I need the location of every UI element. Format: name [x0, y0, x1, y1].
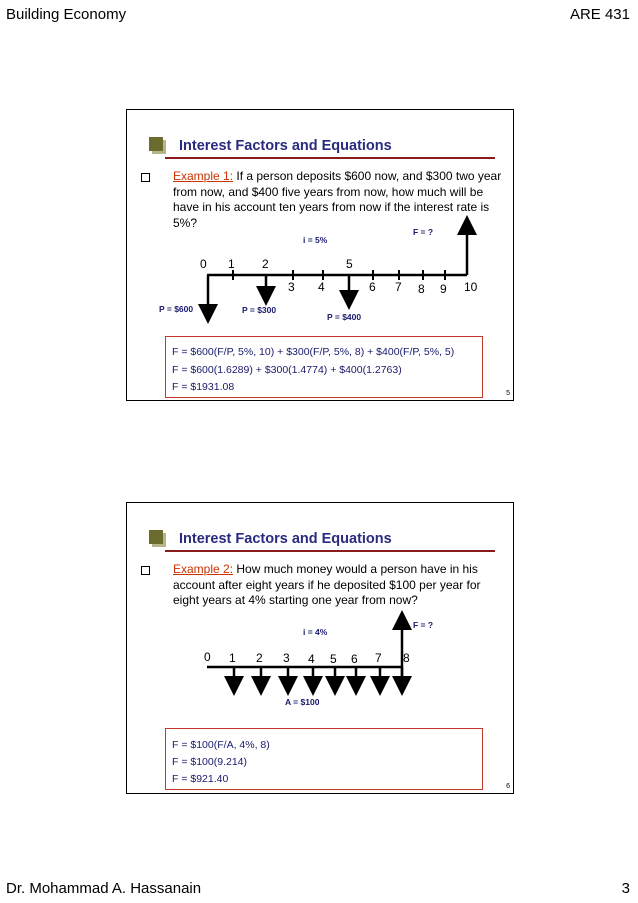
- year-label-2: 2: [262, 257, 269, 271]
- example-text: How much money would a person have in his account after eight years if he deposited $100 per year for eight years at 4% starting one year from now?: [173, 562, 481, 607]
- year-label-6: 6: [369, 280, 376, 294]
- header-course-title: Building Economy: [6, 6, 127, 23]
- year-label-3: 3: [283, 651, 290, 665]
- year-label-8: 8: [403, 651, 410, 665]
- footer-page-number: 3: [621, 880, 630, 897]
- annuity-label: A = $100: [285, 697, 320, 707]
- slide-title: Interest Factors and Equations: [179, 138, 392, 154]
- payment-label-400: P = $400: [327, 312, 362, 322]
- year-label-5: 5: [346, 257, 353, 271]
- year-label-0: 0: [200, 257, 207, 271]
- future-value-label: F = ?: [413, 227, 434, 237]
- year-label-4: 4: [308, 652, 315, 666]
- slide-6: [126, 502, 514, 794]
- payment-label-600: P = $600: [159, 304, 194, 314]
- interest-rate-label: i = 4%: [303, 627, 328, 637]
- payment-label-300: P = $300: [242, 305, 277, 315]
- formula-line-3: F = $921.40: [172, 773, 229, 785]
- formula-line-2: F = $100(9.214): [172, 756, 248, 768]
- year-label-7: 7: [375, 651, 382, 665]
- year-label-1: 1: [228, 257, 235, 271]
- year-label-7: 7: [395, 280, 402, 294]
- formula-line-1: F = $100(F/A, 4%, 8): [172, 739, 270, 751]
- interest-rate-label: i = 5%: [303, 235, 328, 245]
- year-label-2: 2: [256, 651, 263, 665]
- year-label-6: 6: [351, 652, 358, 666]
- slide-title: Interest Factors and Equations: [179, 531, 392, 547]
- example-label: Example 2:: [173, 562, 234, 576]
- year-label-8: 8: [418, 282, 425, 296]
- year-label-1: 1: [229, 651, 236, 665]
- slide-page-number: 6: [506, 783, 510, 790]
- formula-line-1: F = $600(F/P, 5%, 10) + $300(F/P, 5%, 8) + $400(F/P, 5%, 5): [172, 346, 455, 358]
- future-value-label: F = ?: [413, 620, 434, 630]
- solution-box: [165, 336, 483, 398]
- slide-page-number: 5: [506, 390, 510, 397]
- formula-line-2: F = $600(1.6289) + $300(1.4774) + $400(1.2763): [172, 364, 402, 376]
- year-label-4: 4: [318, 280, 325, 294]
- year-label-9: 9: [440, 282, 447, 296]
- year-label-3: 3: [288, 280, 295, 294]
- formula-line-3: F = $1931.08: [172, 381, 235, 393]
- slide-5: [126, 109, 514, 401]
- header-course-code: ARE 431: [569, 6, 630, 23]
- year-label-10: 10: [464, 280, 478, 294]
- year-label-0: 0: [204, 650, 211, 664]
- example-label: Example 1:: [173, 169, 234, 183]
- solution-box: [165, 728, 483, 790]
- example-text: If a person deposits $600 now, and $300 two year from now, and $400 five years from now, how much will be have in his account ten years from now if the interest rate is 5%?: [173, 169, 502, 230]
- footer-author: Dr. Mohammad A. Hassanain: [6, 880, 202, 897]
- year-label-5: 5: [330, 652, 337, 666]
